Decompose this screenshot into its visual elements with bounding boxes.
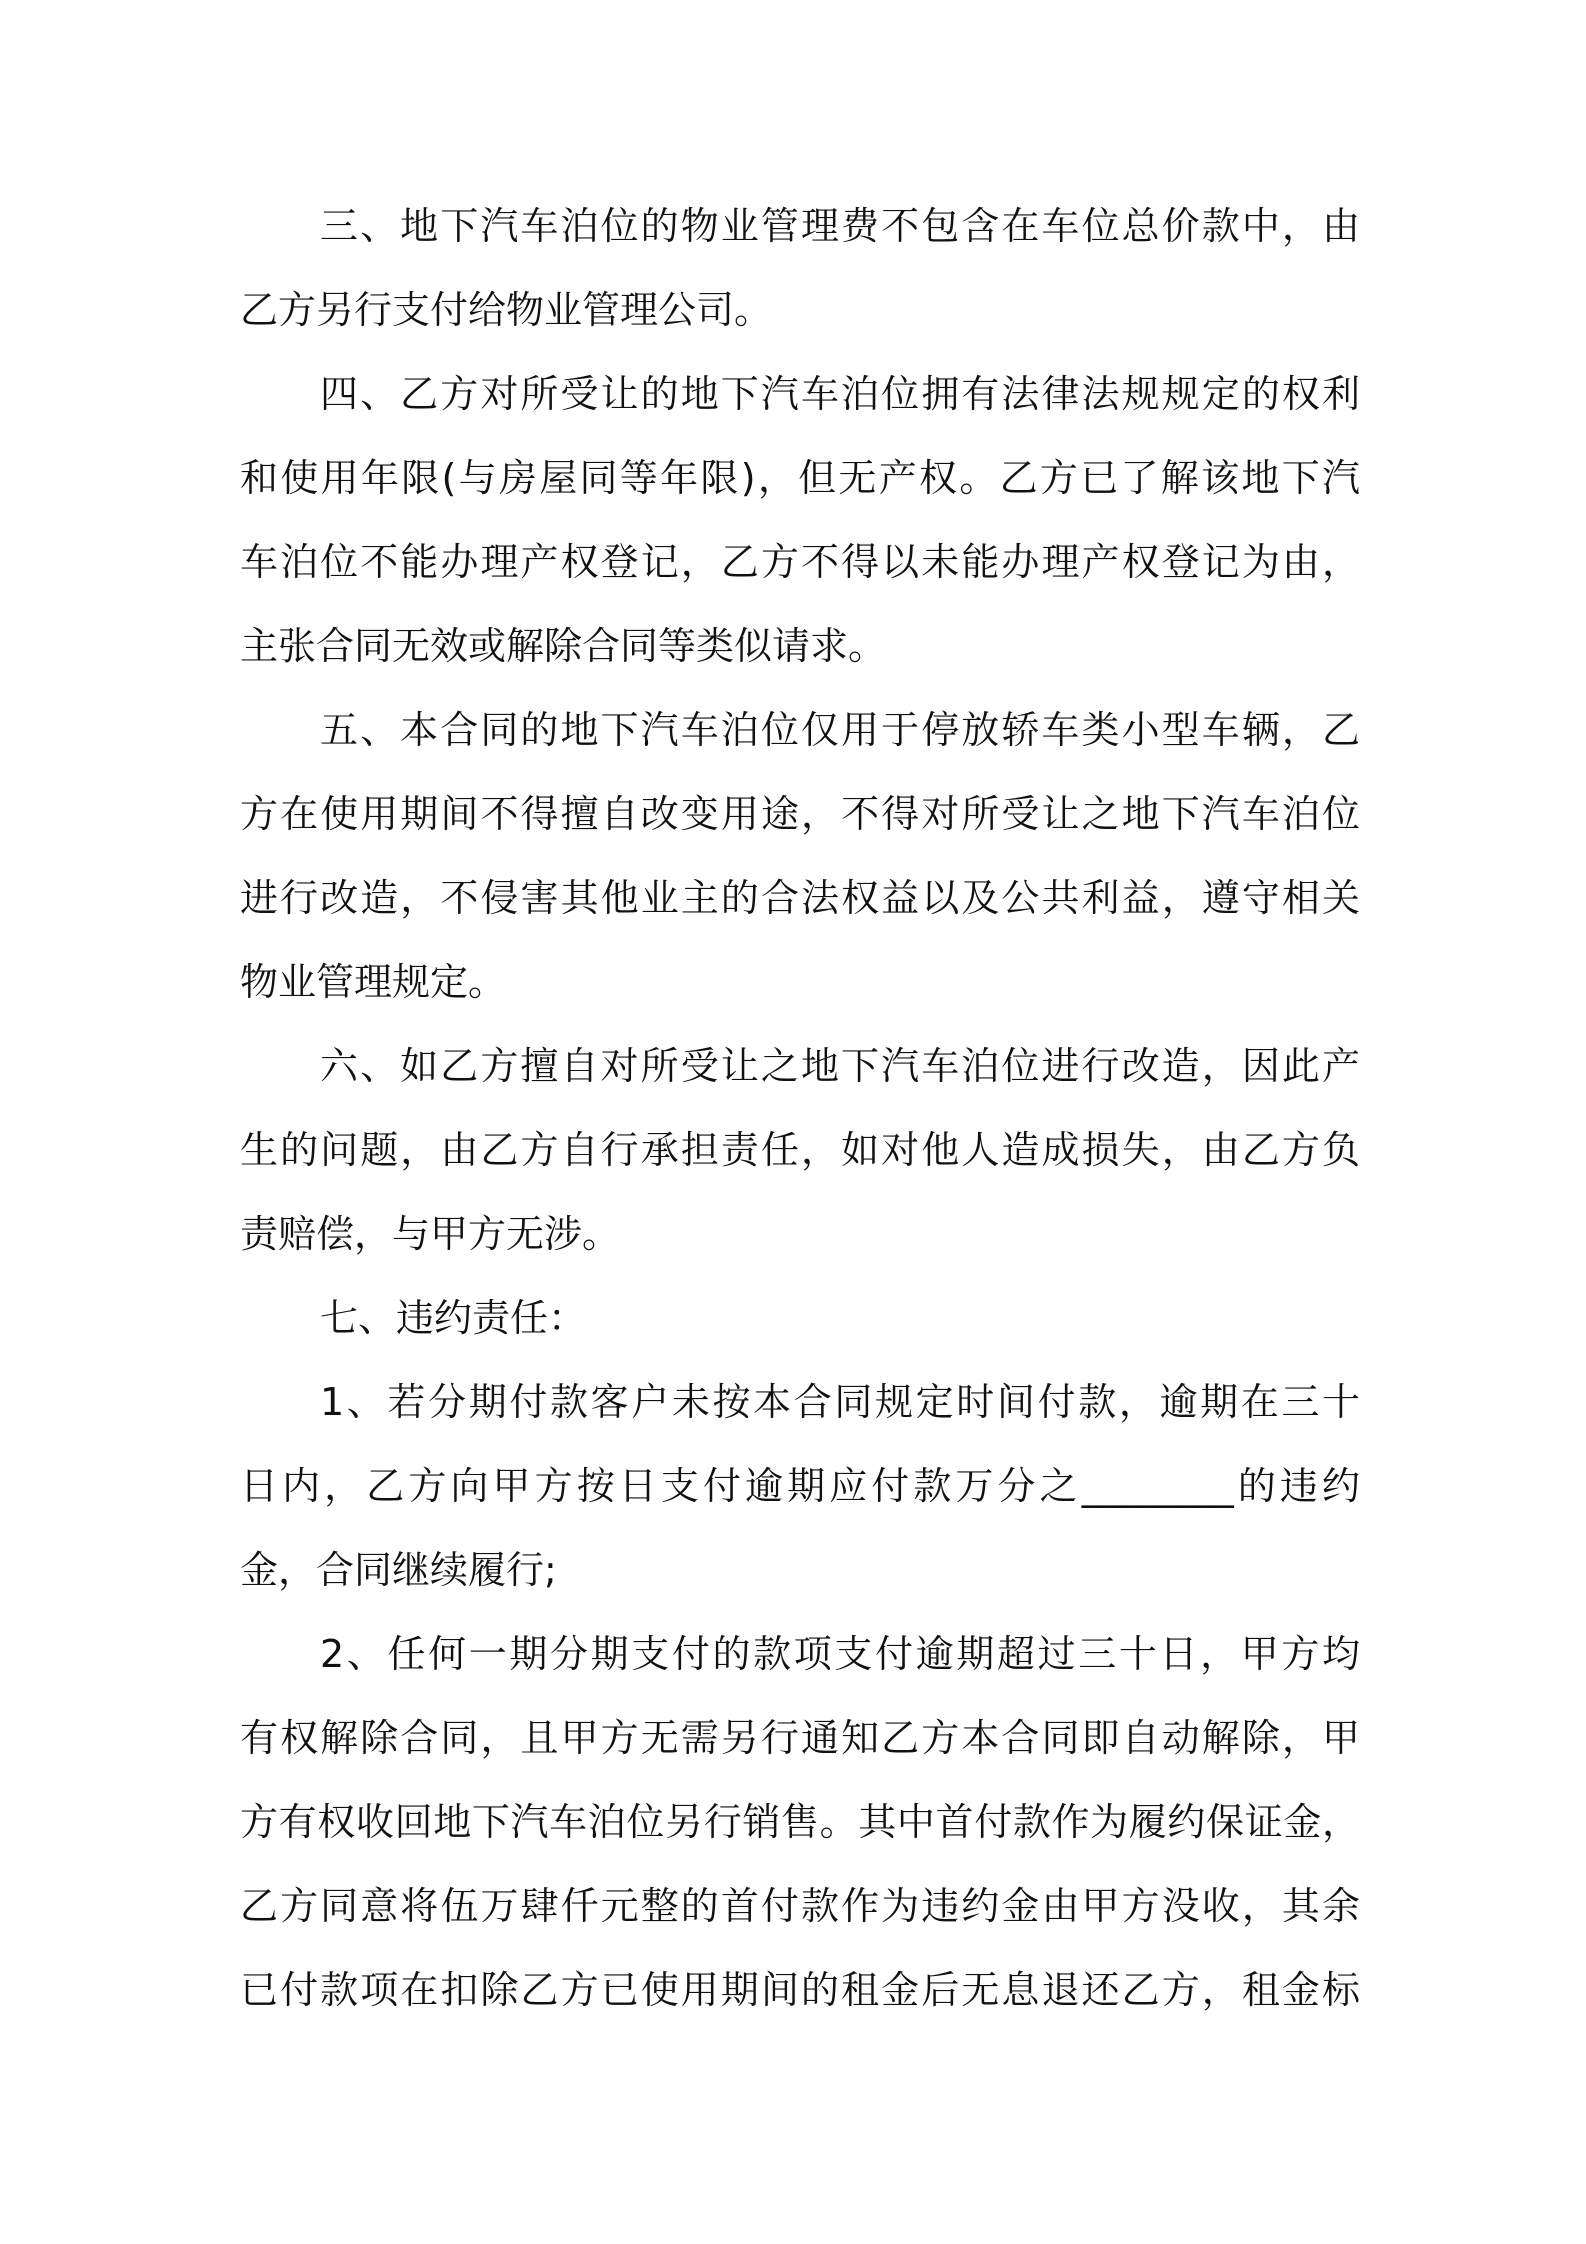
- clause-3-paragraph: [240, 184, 1360, 352]
- text-line: 车泊位不能办理产权登记，乙方不得以未能办理产权登记为由，: [240, 540, 1360, 584]
- clause-7-heading: [240, 1276, 1360, 1360]
- text-line: 已付款项在扣除乙方已使用期间的租金后无息退还乙方，租金标: [240, 1968, 1360, 2012]
- text-line: 六、如乙方擅自对所受让之地下汽车泊位进行改造，因此产: [320, 1044, 1360, 1088]
- text-line: 四、乙方对所受让的地下汽车泊位拥有法律法规规定的权利: [320, 372, 1360, 416]
- section-heading: 七、违约责任：: [320, 1296, 587, 1340]
- clause-5-paragraph: [240, 688, 1360, 1024]
- clause-7-item-1: [240, 1360, 1360, 1612]
- text-line: 进行改造，不侵害其他业主的合法权益以及公共利益，遵守相关: [240, 876, 1360, 920]
- text-line: 日内，乙方向甲方按日支付逾期应付款万分之________的违约: [240, 1464, 1360, 1508]
- text-line: 1、若分期付款客户未按本合同规定时间付款，逾期在三十: [320, 1380, 1360, 1424]
- clause-6-paragraph: [240, 1024, 1360, 1276]
- text-line: 乙方另行支付给物业管理公司。: [240, 288, 773, 332]
- text-line: 主张合同无效或解除合同等类似请求。: [240, 624, 887, 668]
- text-line: 2、任何一期分期支付的款项支付逾期超过三十日，甲方均: [320, 1632, 1360, 1676]
- text-line: 生的问题，由乙方自行承担责任，如对他人造成损失，由乙方负: [240, 1128, 1360, 1172]
- clause-4-paragraph: [240, 352, 1360, 688]
- text-line: 和使用年限(与房屋同等年限)，但无产权。乙方已了解该地下汽: [240, 456, 1360, 500]
- clause-7-item-2: [240, 1612, 1360, 2032]
- text-line: 方在使用期间不得擅自改变用途，不得对所受让之地下汽车泊位: [240, 792, 1360, 836]
- text-line: 五、本合同的地下汽车泊位仅用于停放轿车类小型车辆，乙: [320, 708, 1360, 752]
- text-line: 责赔偿，与甲方无涉。: [240, 1212, 621, 1256]
- text-line: 物业管理规定。: [240, 960, 507, 1004]
- text-line: 乙方同意将伍万肆仟元整的首付款作为违约金由甲方没收，其余: [240, 1884, 1360, 1928]
- text-line: 金，合同继续履行;: [240, 1548, 557, 1592]
- text-line: 有权解除合同，且甲方无需另行通知乙方本合同即自动解除，甲: [240, 1716, 1360, 1760]
- text-line: 三、地下汽车泊位的物业管理费不包含在车位总价款中，由: [320, 204, 1360, 248]
- text-line: 方有权收回地下汽车泊位另行销售。其中首付款作为履约保证金，: [240, 1800, 1360, 1844]
- document-body: [240, 184, 1360, 2032]
